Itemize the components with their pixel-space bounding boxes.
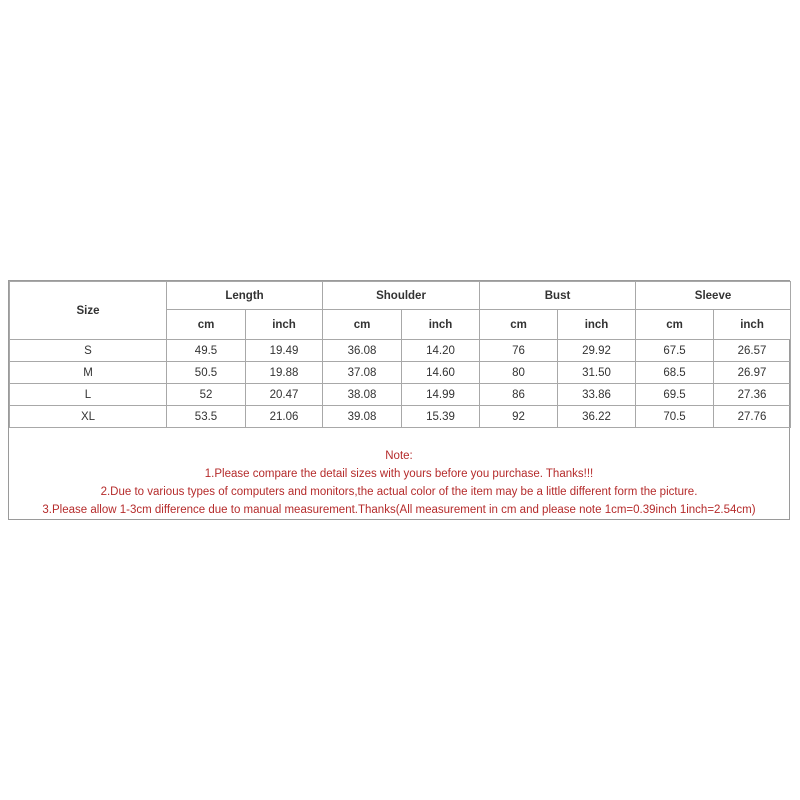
length-header: Length — [167, 282, 323, 310]
sleeve-inch-header: inch — [714, 310, 791, 340]
sleeve-cm-header: cm — [636, 310, 714, 340]
note-line-3: 3.Please allow 1-3cm difference due to manual measurement.Thanks(All measurement in cm and please note 1cm=0.39inch 1inch=2.54cm) — [42, 504, 756, 516]
table-cell: 76 — [480, 340, 558, 362]
table-cell: 37.08 — [323, 362, 402, 384]
shoulder-cm-header: cm — [323, 310, 402, 340]
table-cell: 39.08 — [323, 406, 402, 428]
table-cell: 14.20 — [402, 340, 480, 362]
size-cell: S — [10, 340, 167, 362]
table-row — [10, 384, 791, 406]
table-cell: 53.5 — [167, 406, 246, 428]
table-cell: 70.5 — [636, 406, 714, 428]
table-cell: 19.49 — [246, 340, 323, 362]
table-cell: 52 — [167, 384, 246, 406]
table-cell: 69.5 — [636, 384, 714, 406]
table-cell: 27.36 — [714, 384, 791, 406]
note-line-1: 1.Please compare the detail sizes with yours before you purchase. Thanks!!! — [204, 468, 594, 480]
sleeve-header: Sleeve — [636, 282, 791, 310]
table-cell: 14.99 — [402, 384, 480, 406]
table-cell: 67.5 — [636, 340, 714, 362]
table-cell: 26.97 — [714, 362, 791, 384]
length-cm-header: cm — [167, 310, 246, 340]
table-cell: 50.5 — [167, 362, 246, 384]
table-cell: 15.39 — [402, 406, 480, 428]
table-cell: 36.08 — [323, 340, 402, 362]
table-cell: 68.5 — [636, 362, 714, 384]
size-cell: XL — [10, 406, 167, 428]
length-inch-header: inch — [246, 310, 323, 340]
table-cell: 29.92 — [558, 340, 636, 362]
bust-inch-header: inch — [558, 310, 636, 340]
table-cell: 33.86 — [558, 384, 636, 406]
bust-cm-header: cm — [480, 310, 558, 340]
bust-header: Bust — [480, 282, 636, 310]
table-cell: 31.50 — [558, 362, 636, 384]
shoulder-header: Shoulder — [323, 282, 480, 310]
size-table — [9, 281, 791, 428]
size-header: Size — [10, 282, 167, 340]
table-cell: 92 — [480, 406, 558, 428]
table-cell: 86 — [480, 384, 558, 406]
table-cell: 21.06 — [246, 406, 323, 428]
table-cell: 26.57 — [714, 340, 791, 362]
table-cell: 38.08 — [323, 384, 402, 406]
table-row — [10, 406, 791, 428]
table-cell: 19.88 — [246, 362, 323, 384]
notes — [9, 447, 789, 519]
table-cell: 36.22 — [558, 406, 636, 428]
size-cell: M — [10, 362, 167, 384]
table-row — [10, 340, 791, 362]
size-chart — [8, 280, 790, 520]
table-cell: 49.5 — [167, 340, 246, 362]
table-cell: 80 — [480, 362, 558, 384]
table-row — [10, 362, 791, 384]
table-cell: 27.76 — [714, 406, 791, 428]
note-title: Note: — [385, 450, 413, 462]
size-cell: L — [10, 384, 167, 406]
note-line-2: 2.Due to various types of computers and monitors,the actual color of the item may be a little different form the picture. — [100, 486, 698, 498]
group-header-row — [10, 282, 791, 310]
table-cell: 20.47 — [246, 384, 323, 406]
shoulder-inch-header: inch — [402, 310, 480, 340]
table-cell: 14.60 — [402, 362, 480, 384]
